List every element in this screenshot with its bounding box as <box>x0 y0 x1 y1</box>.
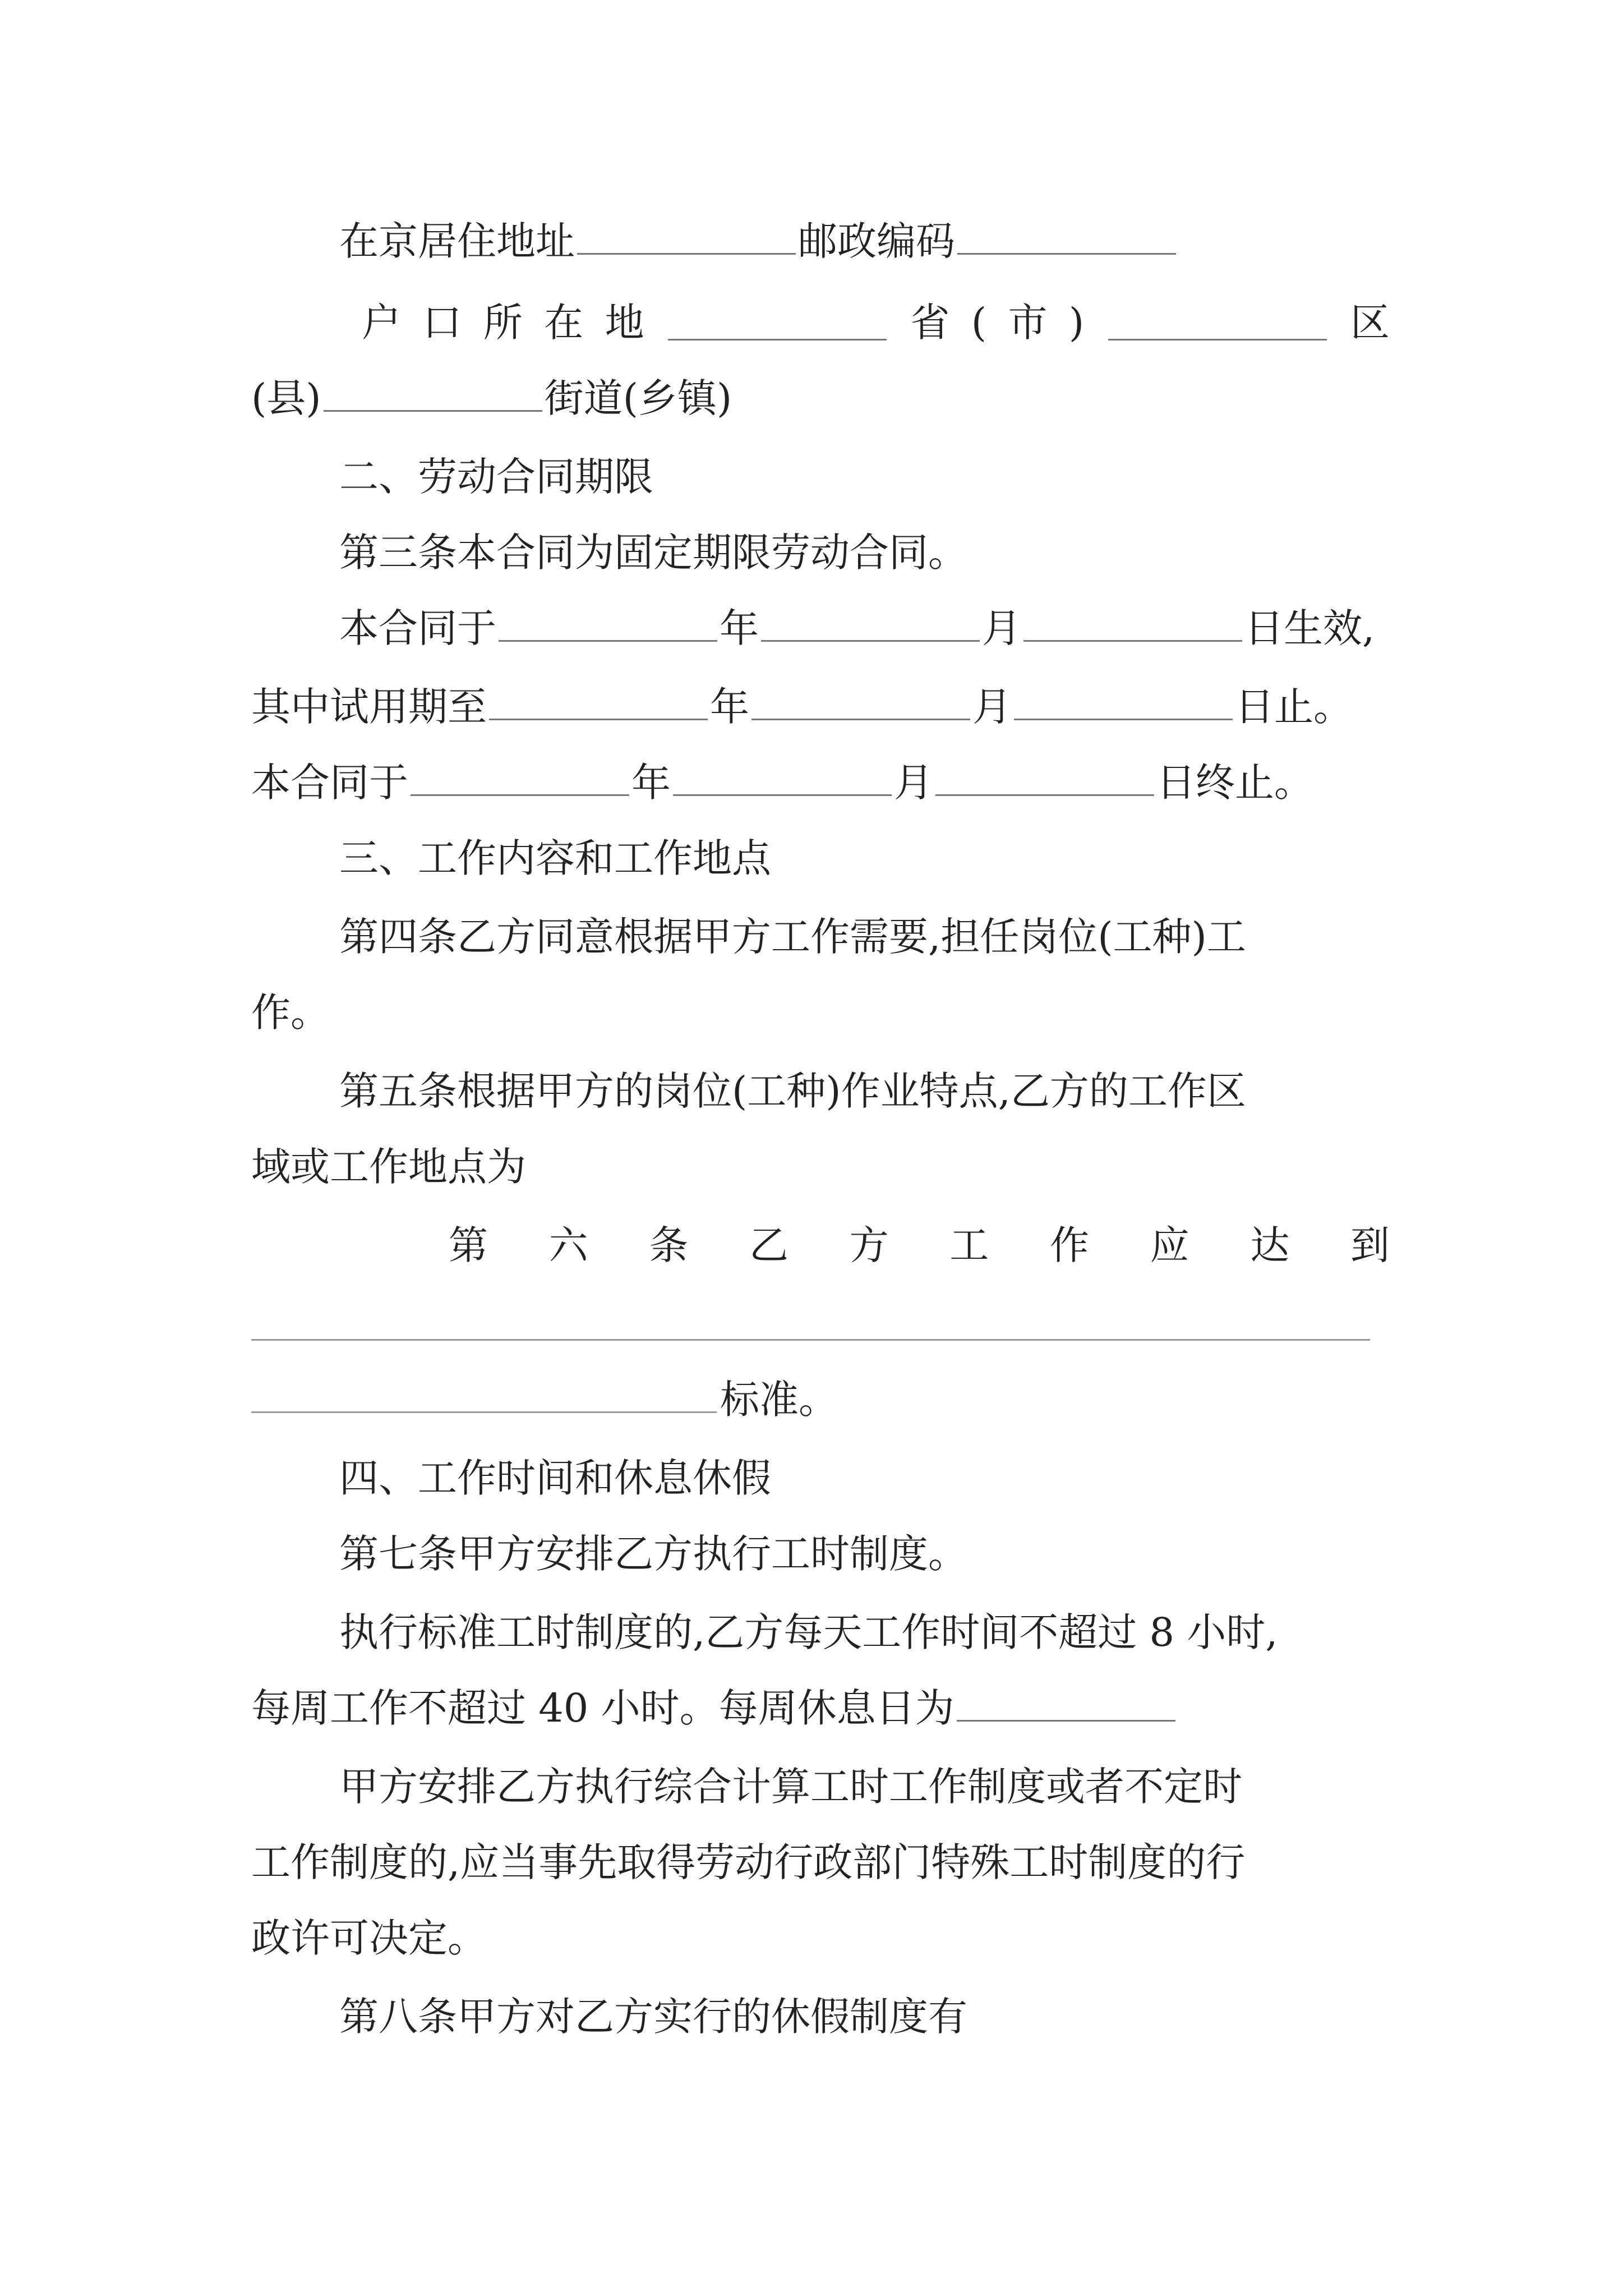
article-6-char: 应 <box>1150 1222 1189 1268</box>
article-6-char: 到 <box>1350 1222 1390 1268</box>
section-heading-4: 四、工作时间和休息休假 <box>339 1455 771 1501</box>
residence-address-blank[interactable] <box>577 219 796 255</box>
special-hours-line-1: 甲方安排乙方执行综合计算工时工作制度或者不定时 <box>339 1764 1242 1810</box>
hukou-location-line <box>362 292 1390 353</box>
termination-day-blank[interactable] <box>935 761 1154 796</box>
article-6-char: 达 <box>1250 1222 1290 1268</box>
article-8: 第八条甲方对乙方实行的休假制度有 <box>339 1994 967 2040</box>
residence-address-line <box>339 210 1390 272</box>
postal-code-blank[interactable] <box>957 219 1176 255</box>
article-6-line <box>449 1214 1390 1276</box>
month-label: 月 <box>894 760 933 806</box>
probation-date-line <box>251 676 1390 738</box>
month-label: 月 <box>972 684 1012 730</box>
article-6-char: 六 <box>548 1222 588 1268</box>
termination-month-blank[interactable] <box>673 761 892 796</box>
hukou-char: 在 <box>544 300 584 346</box>
province-blank[interactable] <box>668 305 887 341</box>
standard-label: 标准。 <box>720 1377 838 1423</box>
hukou-char: 市 <box>1008 300 1048 346</box>
article-6-char: 工 <box>949 1222 989 1268</box>
effective-day-blank[interactable] <box>1023 606 1242 642</box>
rest-day-blank[interactable] <box>957 1686 1175 1722</box>
article-3: 第三条本合同为固定期限劳动合同。 <box>339 530 967 576</box>
year-label: 年 <box>710 684 749 730</box>
article-5-line-2: 域或工作地点为 <box>251 1144 526 1190</box>
hukou-char: 省 <box>910 300 950 346</box>
year-label: 年 <box>720 605 759 651</box>
hukou-char: 户 <box>362 300 401 346</box>
effective-date-line <box>339 597 1390 659</box>
section-heading-2: 二、劳动合同期限 <box>339 454 653 500</box>
hukou-char: 区 <box>1350 300 1390 346</box>
street-label: 街道(乡镇) <box>544 375 732 421</box>
postal-code-label: 邮政编码 <box>798 218 955 264</box>
probation-year-blank[interactable] <box>489 685 708 720</box>
hukou-char: 所 <box>483 300 523 346</box>
article-6-char: 作 <box>1049 1222 1089 1268</box>
article-6-char: 方 <box>849 1222 889 1268</box>
rest-day-label: 每周工作不超过 40 小时。每周休息日为 <box>251 1685 955 1731</box>
probation-label: 其中试用期至 <box>251 684 487 730</box>
section-heading-3: 三、工作内容和工作地点 <box>339 835 771 881</box>
article-6-standard-line <box>251 1369 1390 1430</box>
article-6-full-blank[interactable] <box>251 1339 1370 1341</box>
county-label: (县) <box>251 375 321 421</box>
residence-address-label: 在京居住地址 <box>339 218 575 264</box>
article-6-standard-blank[interactable] <box>251 1378 717 1413</box>
probation-day-blank[interactable] <box>1014 685 1233 720</box>
city-blank[interactable] <box>1108 305 1327 341</box>
article-7: 第七条甲方安排乙方执行工时制度。 <box>339 1531 967 1577</box>
effective-month-blank[interactable] <box>761 606 980 642</box>
hukou-char: ( <box>971 300 987 346</box>
special-hours-line-2: 工作制度的,应当事先取得劳动行政部门特殊工时制度的行 <box>251 1839 1246 1885</box>
article-5-line-1: 第五条根据甲方的岗位(工种)作业特点,乙方的工作区 <box>339 1068 1246 1114</box>
article-6-char: 条 <box>649 1222 689 1268</box>
effective-suffix: 日生效, <box>1244 605 1375 651</box>
probation-month-blank[interactable] <box>751 685 970 720</box>
article-6-char: 第 <box>449 1222 488 1268</box>
probation-suffix: 日止。 <box>1235 684 1353 730</box>
standard-hours-line-1: 执行标准工时制度的,乙方每天工作时间不超过 8 小时, <box>339 1609 1278 1655</box>
hukou-char: 地 <box>605 300 644 346</box>
effective-label: 本合同于 <box>339 605 496 651</box>
termination-date-line <box>251 752 1390 813</box>
article-4-line-2: 作。 <box>251 990 330 1036</box>
standard-hours-line-2 <box>251 1677 1390 1739</box>
termination-suffix: 日终止。 <box>1156 760 1313 806</box>
article-6-char: 乙 <box>749 1222 789 1268</box>
hukou-char: 口 <box>422 300 462 346</box>
article-4-line-1: 第四条乙方同意根据甲方工作需要,担任岗位(工种)工 <box>339 914 1246 960</box>
year-label: 年 <box>631 760 671 806</box>
hukou-char: ) <box>1068 300 1085 346</box>
special-hours-line-3: 政许可决定。 <box>251 1915 487 1961</box>
county-street-line <box>251 367 1390 429</box>
termination-year-blank[interactable] <box>411 761 629 796</box>
termination-label: 本合同于 <box>251 760 408 806</box>
effective-year-blank[interactable] <box>499 606 717 642</box>
county-blank[interactable] <box>324 376 542 412</box>
month-label: 月 <box>982 605 1021 651</box>
